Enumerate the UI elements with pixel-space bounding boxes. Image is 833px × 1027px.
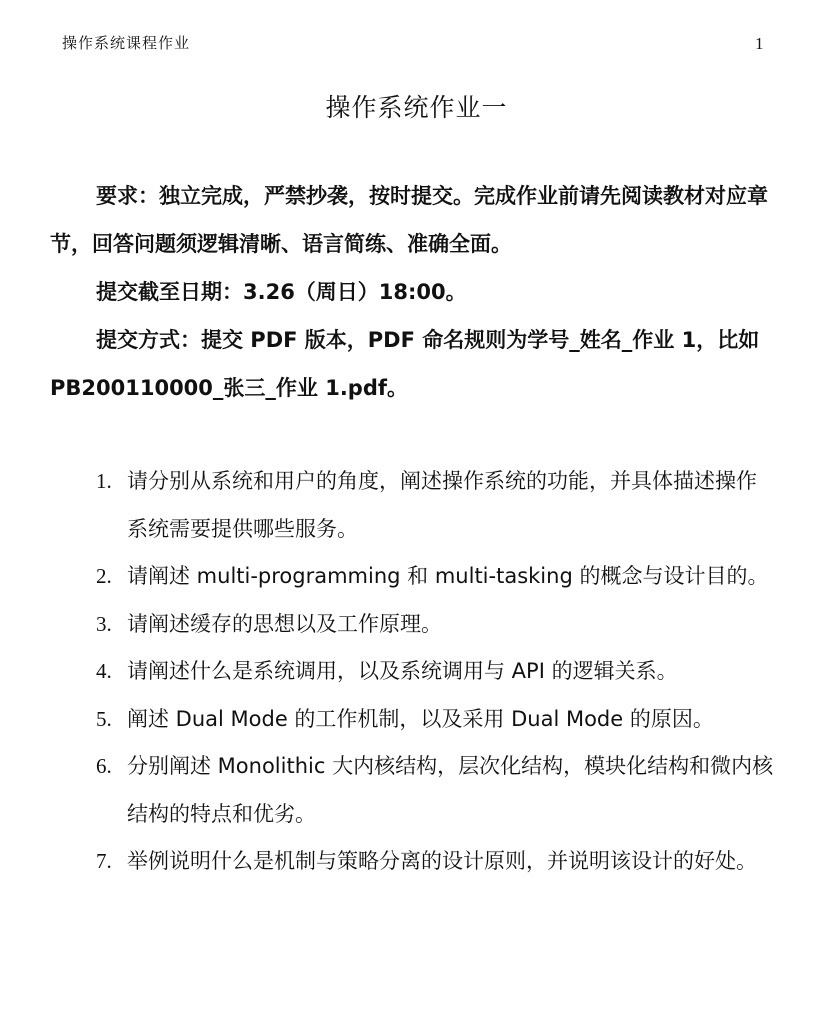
question-text: 请分别从系统和用户的角度，阐述操作系统的功能，并具体描述操作系统需要提供哪些服务。 <box>127 469 757 541</box>
question-item <box>96 838 776 886</box>
question-item <box>96 648 776 696</box>
submission-text: 提交方式：提交 PDF 版本，PDF 命名规则为学号_姓名_作业 1，比如 PB200110000_张三_作业 1.pdf。 <box>50 328 760 400</box>
page-title: 操作系统作业一 <box>325 93 508 122</box>
question-number: 7. <box>96 849 112 873</box>
question-text: 请阐述什么是系统调用，以及系统调用与 API 的逻辑关系。 <box>127 659 678 683</box>
question-number: 3. <box>96 611 112 636</box>
question-number: 4. <box>96 659 112 683</box>
question-text: 举例说明什么是机制与策略分离的设计原则，并说明该设计的好处。 <box>127 849 757 873</box>
running-header: 操作系统课程作业 <box>62 34 191 52</box>
question-item <box>96 743 776 838</box>
page-number: 1 <box>755 34 764 53</box>
question-item <box>96 458 776 553</box>
question-text: 分别阐述 Monolithic 大内核结构，层次化结构，模块化结构和微内核结构的特点和优劣。 <box>127 754 774 826</box>
question-number: 1. <box>96 469 112 493</box>
question-text: 阐述 Dual Mode 的工作机制，以及采用 Dual Mode 的原因。 <box>127 706 714 731</box>
requirements-paragraph <box>50 172 775 268</box>
question-list <box>96 458 776 886</box>
deadline-text: 提交截至日期：3.26（周日）18:00。 <box>96 280 467 304</box>
question-number: 5. <box>96 706 112 731</box>
question-text: 请阐述 multi-programming 和 multi-tasking 的概念与设计目的。 <box>127 564 769 588</box>
deadline-paragraph <box>50 268 775 316</box>
question-number: 2. <box>96 564 112 588</box>
question-item <box>96 553 776 601</box>
question-item <box>96 601 776 649</box>
question-number: 6. <box>96 754 112 778</box>
question-text: 请阐述缓存的思想以及工作原理。 <box>127 611 442 636</box>
requirements-text: 要求：独立完成，严禁抄袭，按时提交。完成作业前请先阅读教材对应章节，回答问题须逻辑清晰、语言简练、准确全面。 <box>50 184 768 256</box>
question-item <box>96 696 776 744</box>
submission-paragraph <box>50 316 775 412</box>
